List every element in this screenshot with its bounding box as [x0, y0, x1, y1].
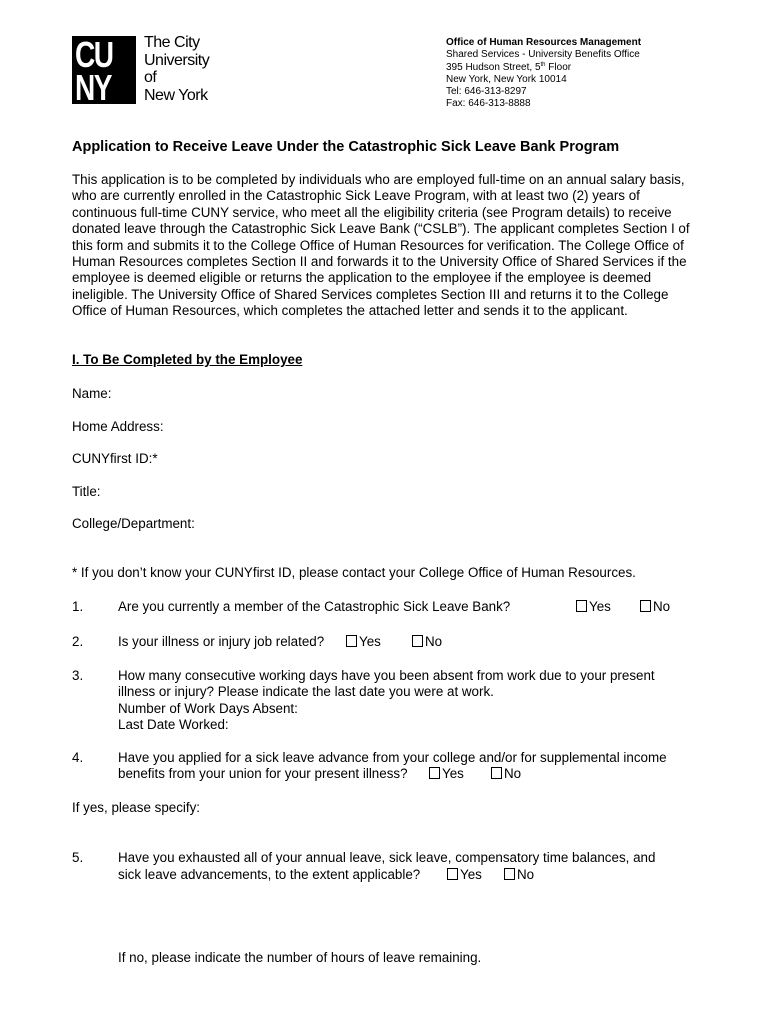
logo-mark-line-2: NY — [75, 67, 111, 108]
logo-wordmark — [144, 34, 209, 104]
q4-specify-label: If yes, please specify: — [72, 800, 201, 815]
office-name: Office of Human Resources Management — [446, 37, 642, 48]
q5-yes-checkbox[interactable] — [447, 868, 458, 880]
logo-text-line-1: The City — [144, 34, 200, 51]
logo-text-line-2: University — [144, 51, 210, 69]
cunyfirst-id-field-label: CUNYfirst ID:* — [72, 451, 158, 466]
office-street-sup: th — [540, 61, 546, 68]
q4-yes-label: Yes — [442, 766, 464, 781]
q3-number: 3. — [72, 668, 84, 683]
logo-text-line-3: of — [144, 69, 157, 86]
q2-yes-option[interactable] — [346, 634, 381, 649]
q4-text-line-1: Have you applied for a sick leave advance from your college and/or for supplemental income — [118, 750, 667, 765]
q2-no-option[interactable] — [412, 634, 442, 649]
name-field-label: Name: — [72, 386, 112, 401]
office-street — [446, 62, 641, 74]
q5-no-label: No — [517, 867, 535, 882]
q5-number: 5. — [72, 850, 84, 865]
section-heading: I. To Be Completed by the Employee — [72, 352, 303, 367]
office-street-suffix: Floor — [545, 61, 572, 73]
cuny-logo-mark — [72, 34, 136, 108]
office-unit: Shared Services - University Benefits Office — [446, 49, 640, 61]
q4-no-option[interactable] — [491, 766, 521, 781]
q2-no-label: No — [425, 634, 443, 649]
q3-days-absent-label: Number of Work Days Absent: — [118, 701, 298, 716]
q5-text-line-2: sick leave advancements, to the extent applicable? — [118, 867, 421, 882]
q4-text-line-2: benefits from your union for your present illness? — [118, 766, 408, 781]
q4-number: 4. — [72, 750, 84, 765]
title-field-label: Title: — [72, 484, 101, 499]
q3-text-line-1: How many consecutive working days have you been absent from work due to your present — [118, 668, 655, 683]
q2-text: Is your illness or injury job related? — [118, 634, 325, 649]
office-address-block — [446, 37, 641, 111]
q1-no-checkbox[interactable] — [640, 600, 651, 612]
cunyfirst-id-footnote: * If you don’t know your CUNYfirst ID, please contact your College Office of Human Resources. — [72, 565, 636, 580]
office-city: New York, New York 10014 — [446, 73, 567, 85]
office-street-prefix: 395 Hudson Street, 5 — [446, 61, 541, 73]
q1-text: Are you currently a member of the Catastrophic Sick Leave Bank? — [118, 599, 511, 614]
q4-yes-option[interactable] — [429, 766, 464, 781]
office-fax: Fax: 646-313-8888 — [446, 98, 531, 110]
cuny-logo — [72, 36, 242, 108]
q1-no-option[interactable] — [640, 599, 670, 614]
q1-no-label: No — [653, 599, 671, 614]
q5-remaining-hours-label: If no, please indicate the number of hours of leave remaining. — [118, 950, 482, 965]
q3-text-line-2: illness or injury? Please indicate the last date you were at work. — [118, 684, 494, 699]
q1-yes-option[interactable] — [576, 599, 611, 614]
home-address-field-label: Home Address: — [72, 419, 164, 434]
q5-yes-option[interactable] — [447, 867, 482, 882]
logo-text-line-4: New York — [144, 86, 208, 104]
q2-number: 2. — [72, 634, 84, 649]
q5-no-option[interactable] — [504, 867, 534, 882]
q2-no-checkbox[interactable] — [412, 635, 423, 647]
q2-yes-label: Yes — [359, 634, 381, 649]
office-tel: Tel: 646-313-8297 — [446, 86, 527, 98]
intro-paragraph: This application is to be completed by individuals who are employed full-time on an annual salary basis, who are currently enrolled in the Catastrophic Sick Leave Program, with at least two (2) years of continuous full-time CUNY service, who meet all the eligibility criteria (see Program details) to receive donated leave through the Catastrophic Sick Leave Bank (“CSLB”). The applicant completes Section I of this form and submits it to the College Office of Human Resources for verification. The College Office of Human Resources completes Section II and forwards it to the University Office of Shared Services if the employee is deemed eligible or returns the application to the employee if the employee is deemed ineligible. The University Office of Shared Services completes Section III and returns it to the College Office of Human Resources, which completes the attached letter and sends it to the applicant. — [72, 172, 690, 319]
q1-number: 1. — [72, 599, 84, 614]
q1-yes-label: Yes — [589, 599, 611, 614]
q5-yes-label: Yes — [460, 867, 482, 882]
q1-yes-checkbox[interactable] — [576, 600, 587, 612]
college-department-field-label: College/Department: — [72, 516, 195, 531]
q4-no-label: No — [504, 766, 522, 781]
q2-yes-checkbox[interactable] — [346, 635, 357, 647]
q4-no-checkbox[interactable] — [491, 767, 502, 779]
logo-mark-line-1: CU — [75, 34, 113, 75]
q4-yes-checkbox[interactable] — [429, 767, 440, 779]
q3-last-date-label: Last Date Worked: — [118, 717, 229, 732]
page-title: Application to Receive Leave Under the Catastrophic Sick Leave Bank Program — [72, 139, 620, 155]
q5-text-line-1: Have you exhausted all of your annual leave, sick leave, compensatory time balances, and — [118, 850, 656, 865]
q5-no-checkbox[interactable] — [504, 868, 515, 880]
